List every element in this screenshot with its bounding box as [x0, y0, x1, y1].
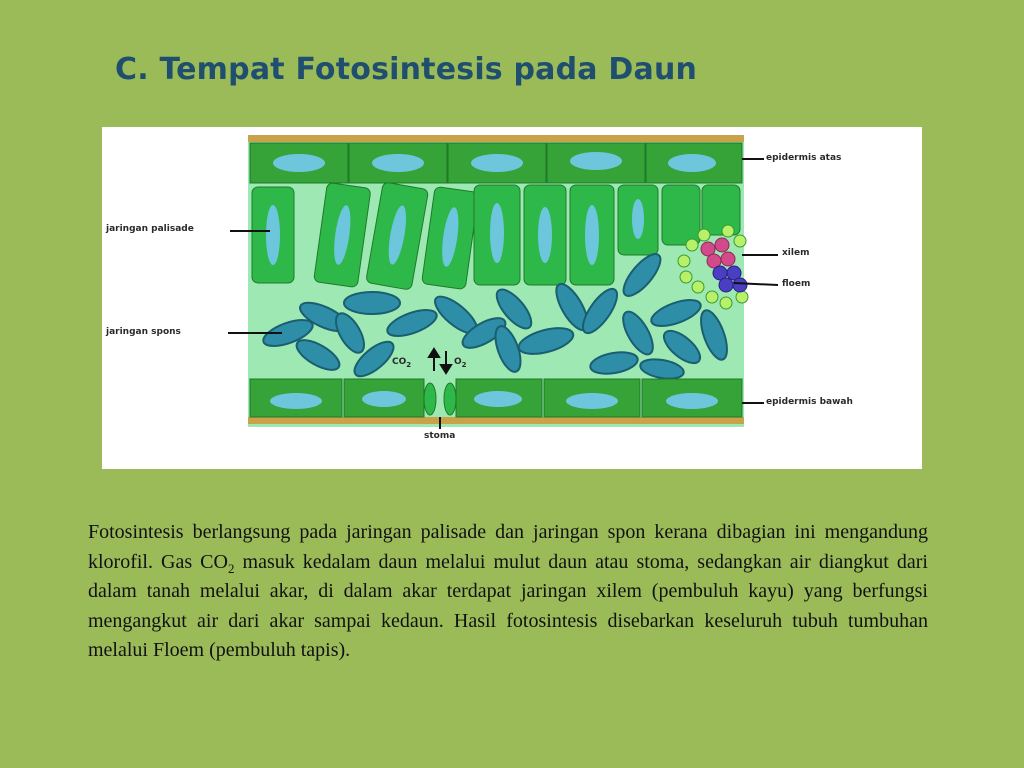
label-jaringan-spons: jaringan spons: [106, 327, 181, 337]
lower-epidermis: [250, 379, 742, 417]
body-part-2: masuk kedalam daun melalui mulut daun atau stoma, sedangkan air diangkut dari dalam tanah melalui akar, di dalam akar terdapat jaringan xilem (pembuluh kayu) yang berfungsi mengangkut air dari akar sampai kedaun. Hasil fotosintesis disebarkan keseluruh tubuh tumbuhan melalui Floem (pembuluh tapis).: [88, 550, 928, 661]
body-co2-subscript: 2: [227, 560, 235, 576]
label-epidermis-bawah: epidermis bawah: [766, 397, 853, 407]
body-part-1: Fotosintesis berlangsung pada jaringan palisade dan jaringan spon kerana dibagian ini mengandung klorofil. Gas CO: [88, 521, 928, 573]
label-co2: $CO_2$: [392, 357, 412, 369]
label-xilem: xilem: [782, 248, 810, 258]
leaf-cross-section-diagram: [102, 127, 922, 469]
slide-title: C. Tempat Fotosintesis pada Daun: [115, 52, 698, 87]
upper-epidermis: [250, 143, 742, 183]
upper-cuticle: [248, 135, 744, 142]
label-jaringan-palisade: jaringan palisade: [106, 224, 194, 234]
lower-cuticle: [248, 417, 744, 424]
label-stoma: stoma: [424, 431, 456, 441]
label-epidermis-atas: epidermis atas: [766, 153, 842, 163]
label-o2: $O_2$: [454, 357, 467, 369]
label-floem: floem: [782, 279, 811, 289]
leaf-diagram-svg: [102, 127, 922, 469]
body-paragraph: [88, 518, 928, 666]
